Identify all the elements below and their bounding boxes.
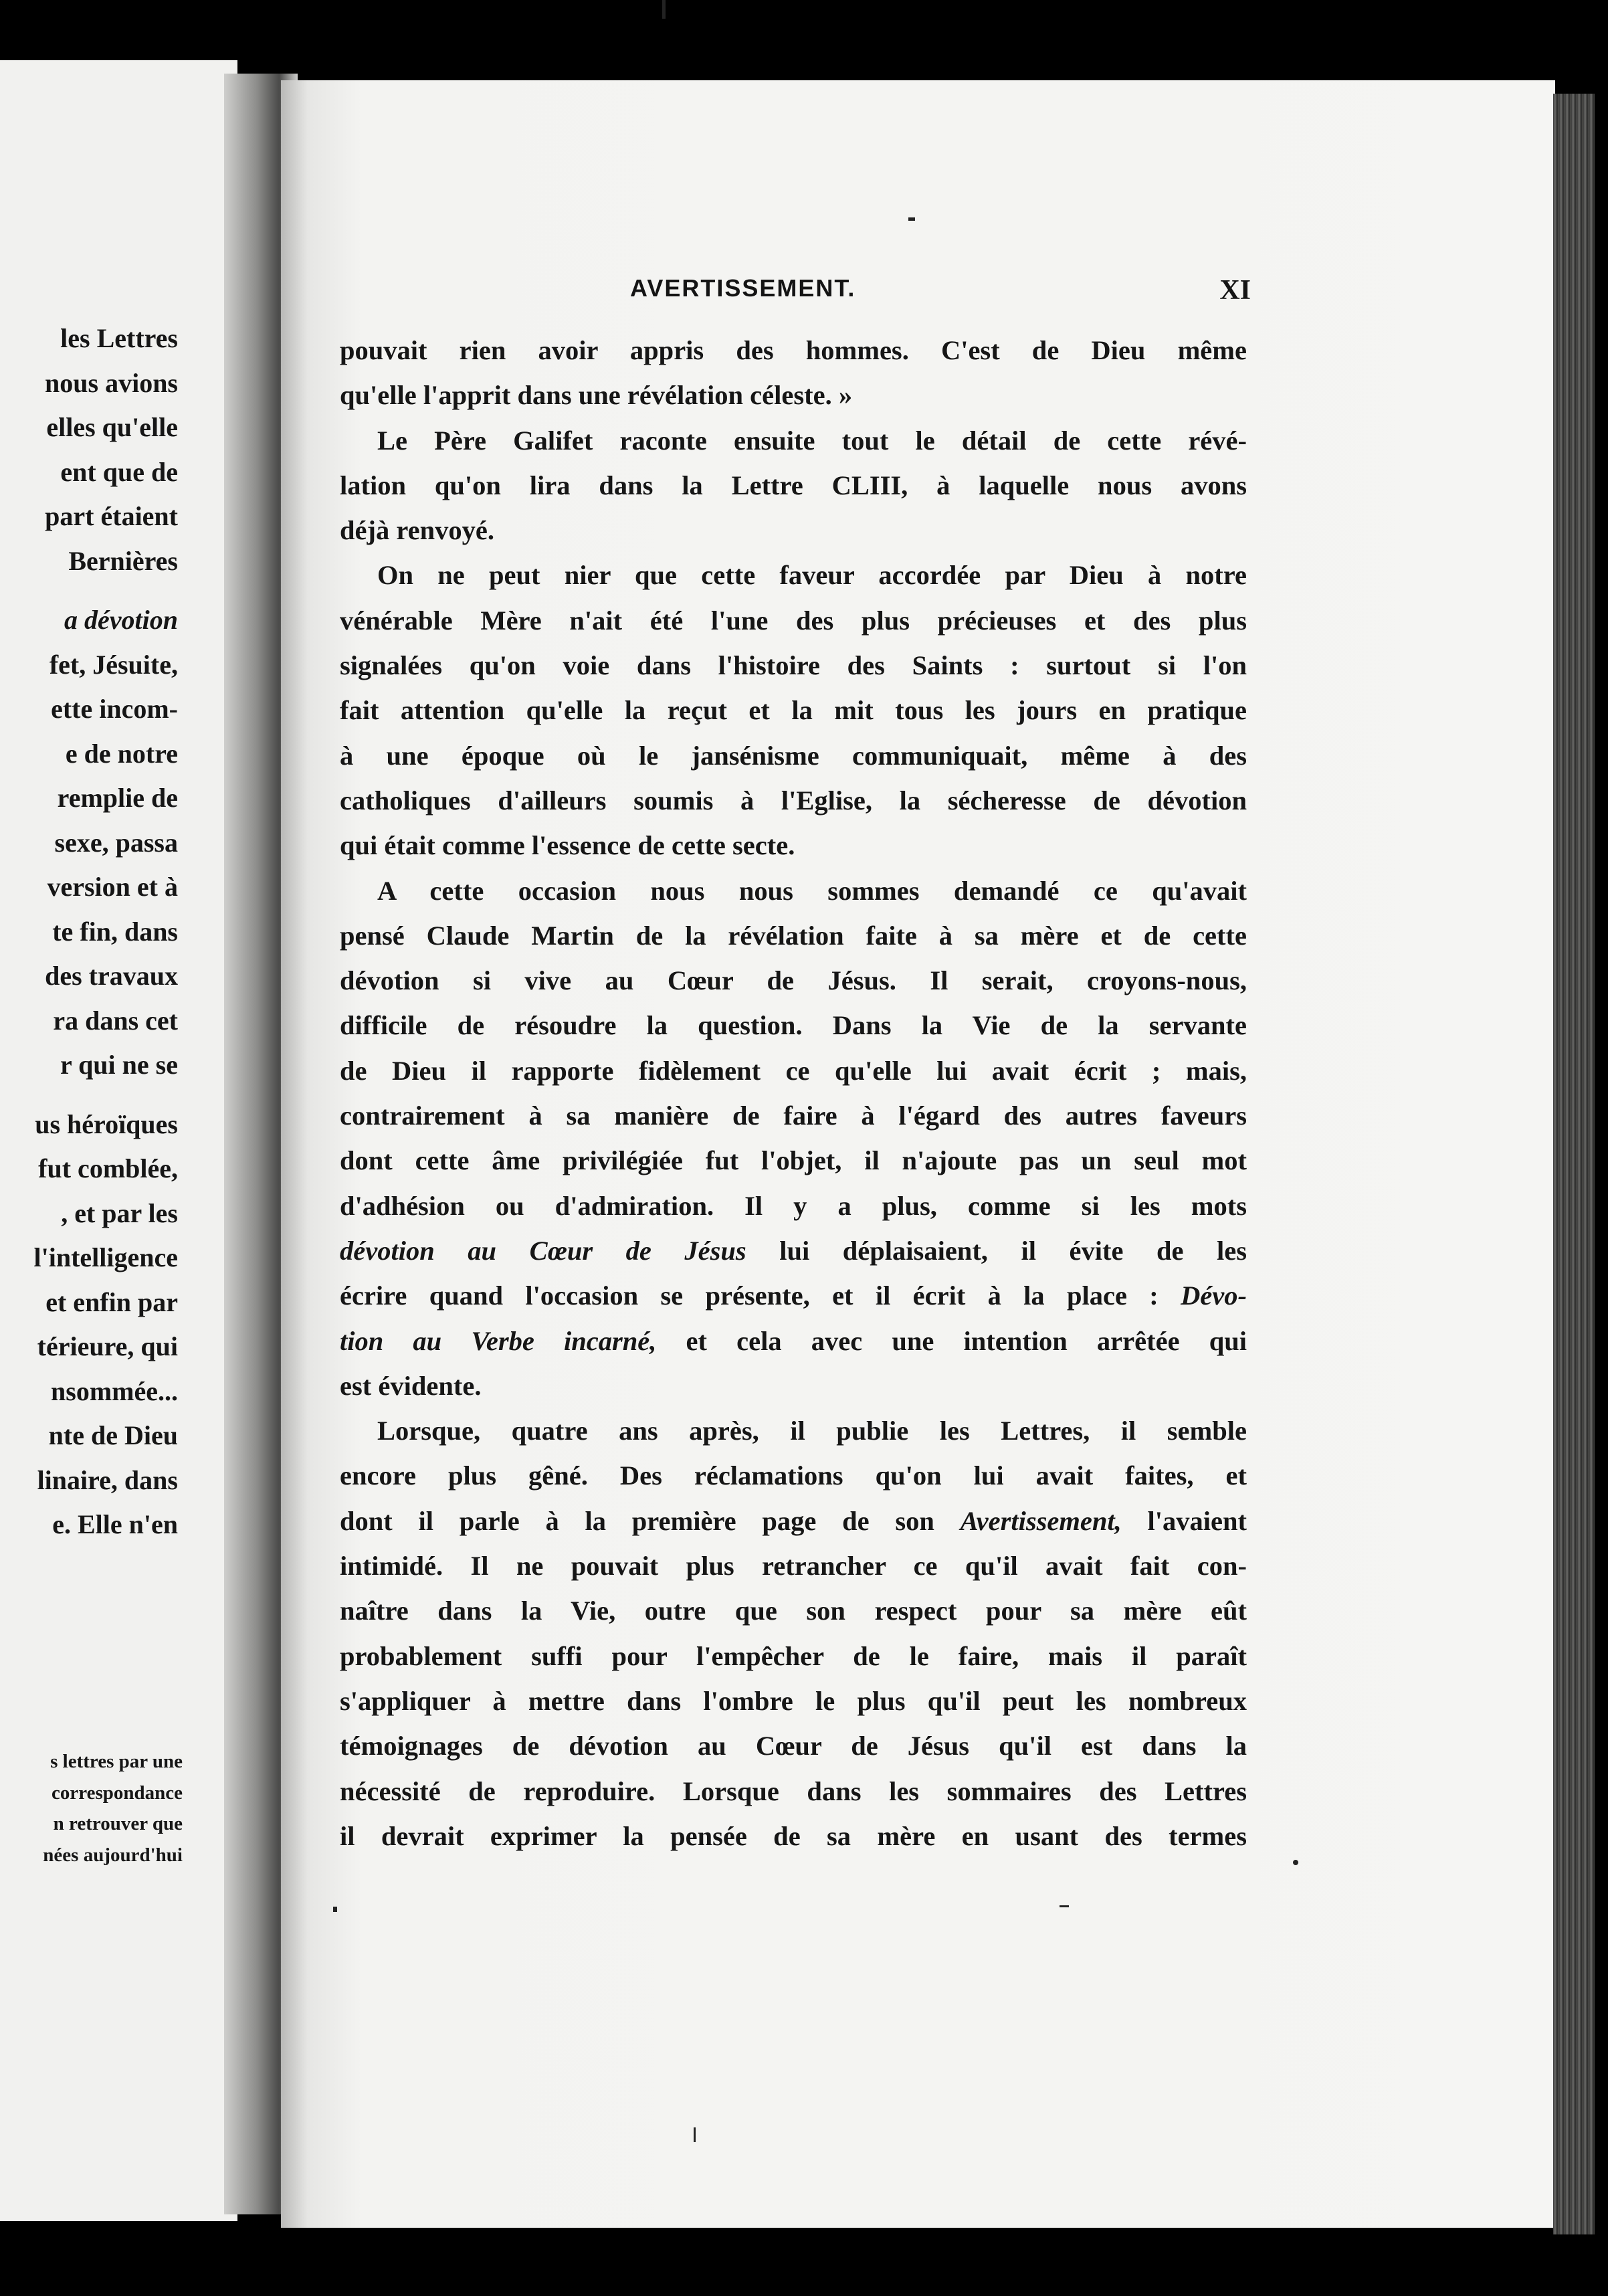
scan-speck — [333, 1907, 337, 1912]
left-line: e. Elle n'en — [52, 1509, 178, 1539]
scan-speck — [908, 217, 915, 221]
footnote-line: s lettres par une — [50, 1751, 183, 1772]
text-line: catholiques d'ailleurs soumis à l'Eglise, la sécheresse de dévotion — [340, 785, 1247, 816]
left-line: elles qu'elle — [46, 412, 178, 442]
left-line: r qui ne se — [60, 1050, 178, 1080]
italic-phrase: tion au Verbe incarné, — [340, 1325, 657, 1356]
left-line: sexe, passa — [54, 827, 178, 858]
left-line: térieure, qui — [37, 1331, 178, 1361]
footnote-line: n retrouver que — [53, 1813, 183, 1834]
left-line: ent que de — [60, 456, 178, 487]
text-line: qui était comme l'essence de cette secte. — [340, 830, 795, 861]
text-line-with-italic: dont il parle à la première page de son Avertissement, l'avaient — [340, 1505, 1247, 1536]
text-line: de Dieu il rapporte fidèlement ce qu'elle lui avait écrit ; mais, — [340, 1055, 1247, 1086]
text-line: A cette occasion nous nous sommes demandé ce qu'avait — [377, 875, 1247, 906]
text-line: est évidente. — [340, 1370, 482, 1401]
text-line: dévotion si vive au Cœur de Jésus. Il serait, croyons-nous, — [340, 965, 1247, 996]
text-line: probablement suffi pour l'empêcher de le faire, mais il paraît — [340, 1640, 1247, 1671]
text-line: fait attention qu'elle la reçut et la mit tous les jours en pratique — [340, 695, 1247, 726]
left-line: linaire, dans — [37, 1464, 178, 1495]
left-line: nte de Dieu — [48, 1420, 178, 1450]
page-header — [294, 274, 1251, 314]
text-line: qu'elle l'apprit dans une révélation céleste. » — [340, 380, 853, 411]
scan-speck — [662, 0, 666, 19]
left-line: remplie de — [57, 783, 178, 813]
left-line: et enfin par — [45, 1286, 178, 1317]
running-title: AVERTISSEMENT. — [630, 274, 856, 302]
left-line: version et à — [47, 872, 178, 902]
scan-speck — [694, 2127, 696, 2142]
left-line: ette incom- — [51, 694, 178, 724]
left-line: ra dans cet — [53, 1005, 178, 1036]
left-page-fragment — [0, 60, 237, 2221]
text-line: naître dans la Vie, outre que son respect pour sa mère eût — [340, 1596, 1247, 1626]
text-line: Lorsque, quatre ans après, il publie les Lettres, il semble — [377, 1416, 1247, 1446]
italic-phrase: Dévo- — [1181, 1280, 1247, 1311]
left-line: Bernières — [68, 545, 178, 576]
text-line: signalées qu'on voie dans l'histoire des Saints : surtout si l'on — [340, 650, 1247, 681]
text-line: à une époque où le jansénisme communiquait, même à des — [340, 740, 1247, 771]
text-line: pensé Claude Martin de la révélation faite à sa mère et de cette — [340, 920, 1247, 951]
text-line: difficile de résoudre la question. Dans la Vie de la servante — [340, 1010, 1247, 1041]
footnote-line: nées aujourd'hui — [43, 1844, 183, 1866]
left-page-text — [0, 316, 178, 1547]
scan-speck — [1060, 1905, 1069, 1907]
footnote-line: correspondance — [51, 1782, 183, 1804]
left-line: e de notre — [65, 738, 178, 769]
left-line: , et par les — [61, 1198, 178, 1228]
left-page-footnote — [0, 1746, 183, 1871]
text-line: s'appliquer à mettre dans l'ombre le plus qu'il peut les nombreux — [340, 1685, 1247, 1716]
text-line: nécessité de reproduire. Lorsque dans les sommaires des Lettres — [340, 1776, 1247, 1806]
left-line-italic: a dévotion — [64, 605, 178, 635]
left-line: us héroïques — [35, 1109, 178, 1139]
left-line: des travaux — [45, 961, 178, 991]
text-line: déjà renvoyé. — [340, 515, 494, 546]
page-number: XI — [1219, 275, 1251, 306]
text-line: d'adhésion ou d'admiration. Il y a plus, comme si les mots — [340, 1190, 1247, 1221]
text-line: vénérable Mère n'ait été l'une des plus précieuses et des plus — [340, 605, 1247, 636]
italic-phrase: dévotion au Cœur de Jésus — [340, 1235, 746, 1266]
text-line: pouvait rien avoir appris des hommes. C'est de Dieu même — [340, 335, 1247, 365]
text-line-with-italic: dévotion au Cœur de Jésus lui déplaisaient, il évite de les — [340, 1235, 1247, 1266]
text-line: Le Père Galifet raconte ensuite tout le détail de cette révé- — [377, 425, 1247, 456]
text-line: dont cette âme privilégiée fut l'objet, il n'ajoute pas un seul mot — [340, 1145, 1247, 1176]
left-line: l'intelligence — [33, 1242, 178, 1272]
text-line: lation qu'on lira dans la Lettre CLIII, à laquelle nous avons — [340, 470, 1247, 500]
text-line-with-italic: écrire quand l'occasion se présente, et il écrit à la place : Dévo- — [340, 1280, 1247, 1311]
scan-speck — [1293, 1860, 1298, 1865]
left-line: nous avions — [45, 367, 178, 398]
page-stack-edge — [1553, 94, 1595, 2234]
text-line: intimidé. Il ne pouvait plus retrancher ce qu'il avait fait con- — [340, 1551, 1247, 1582]
text-line: témoignages de dévotion au Cœur de Jésus qu'il est dans la — [340, 1731, 1247, 1761]
text-line-with-italic: tion au Verbe incarné, et cela avec une intention arrêtée qui — [340, 1325, 1247, 1356]
text-line: il devrait exprimer la pensée de sa mère en usant des termes — [340, 1820, 1247, 1851]
left-line: part étaient — [45, 501, 178, 531]
left-line: fet, Jésuite, — [49, 649, 178, 680]
text-line: contrairement à sa manière de faire à l'égard des autres faveurs — [340, 1101, 1247, 1131]
text-line: On ne peut nier que cette faveur accordée par Dieu à notre — [377, 560, 1247, 591]
left-line: nsommée... — [51, 1375, 178, 1406]
left-line: les Lettres — [60, 323, 178, 353]
left-line: te fin, dans — [52, 916, 178, 947]
main-body-text — [340, 328, 1247, 1858]
italic-phrase: Avertissement, — [960, 1505, 1122, 1536]
text-line: encore plus gêné. Des réclamations qu'on lui avait faites, et — [340, 1460, 1247, 1491]
left-line: fut comblée, — [38, 1153, 178, 1183]
